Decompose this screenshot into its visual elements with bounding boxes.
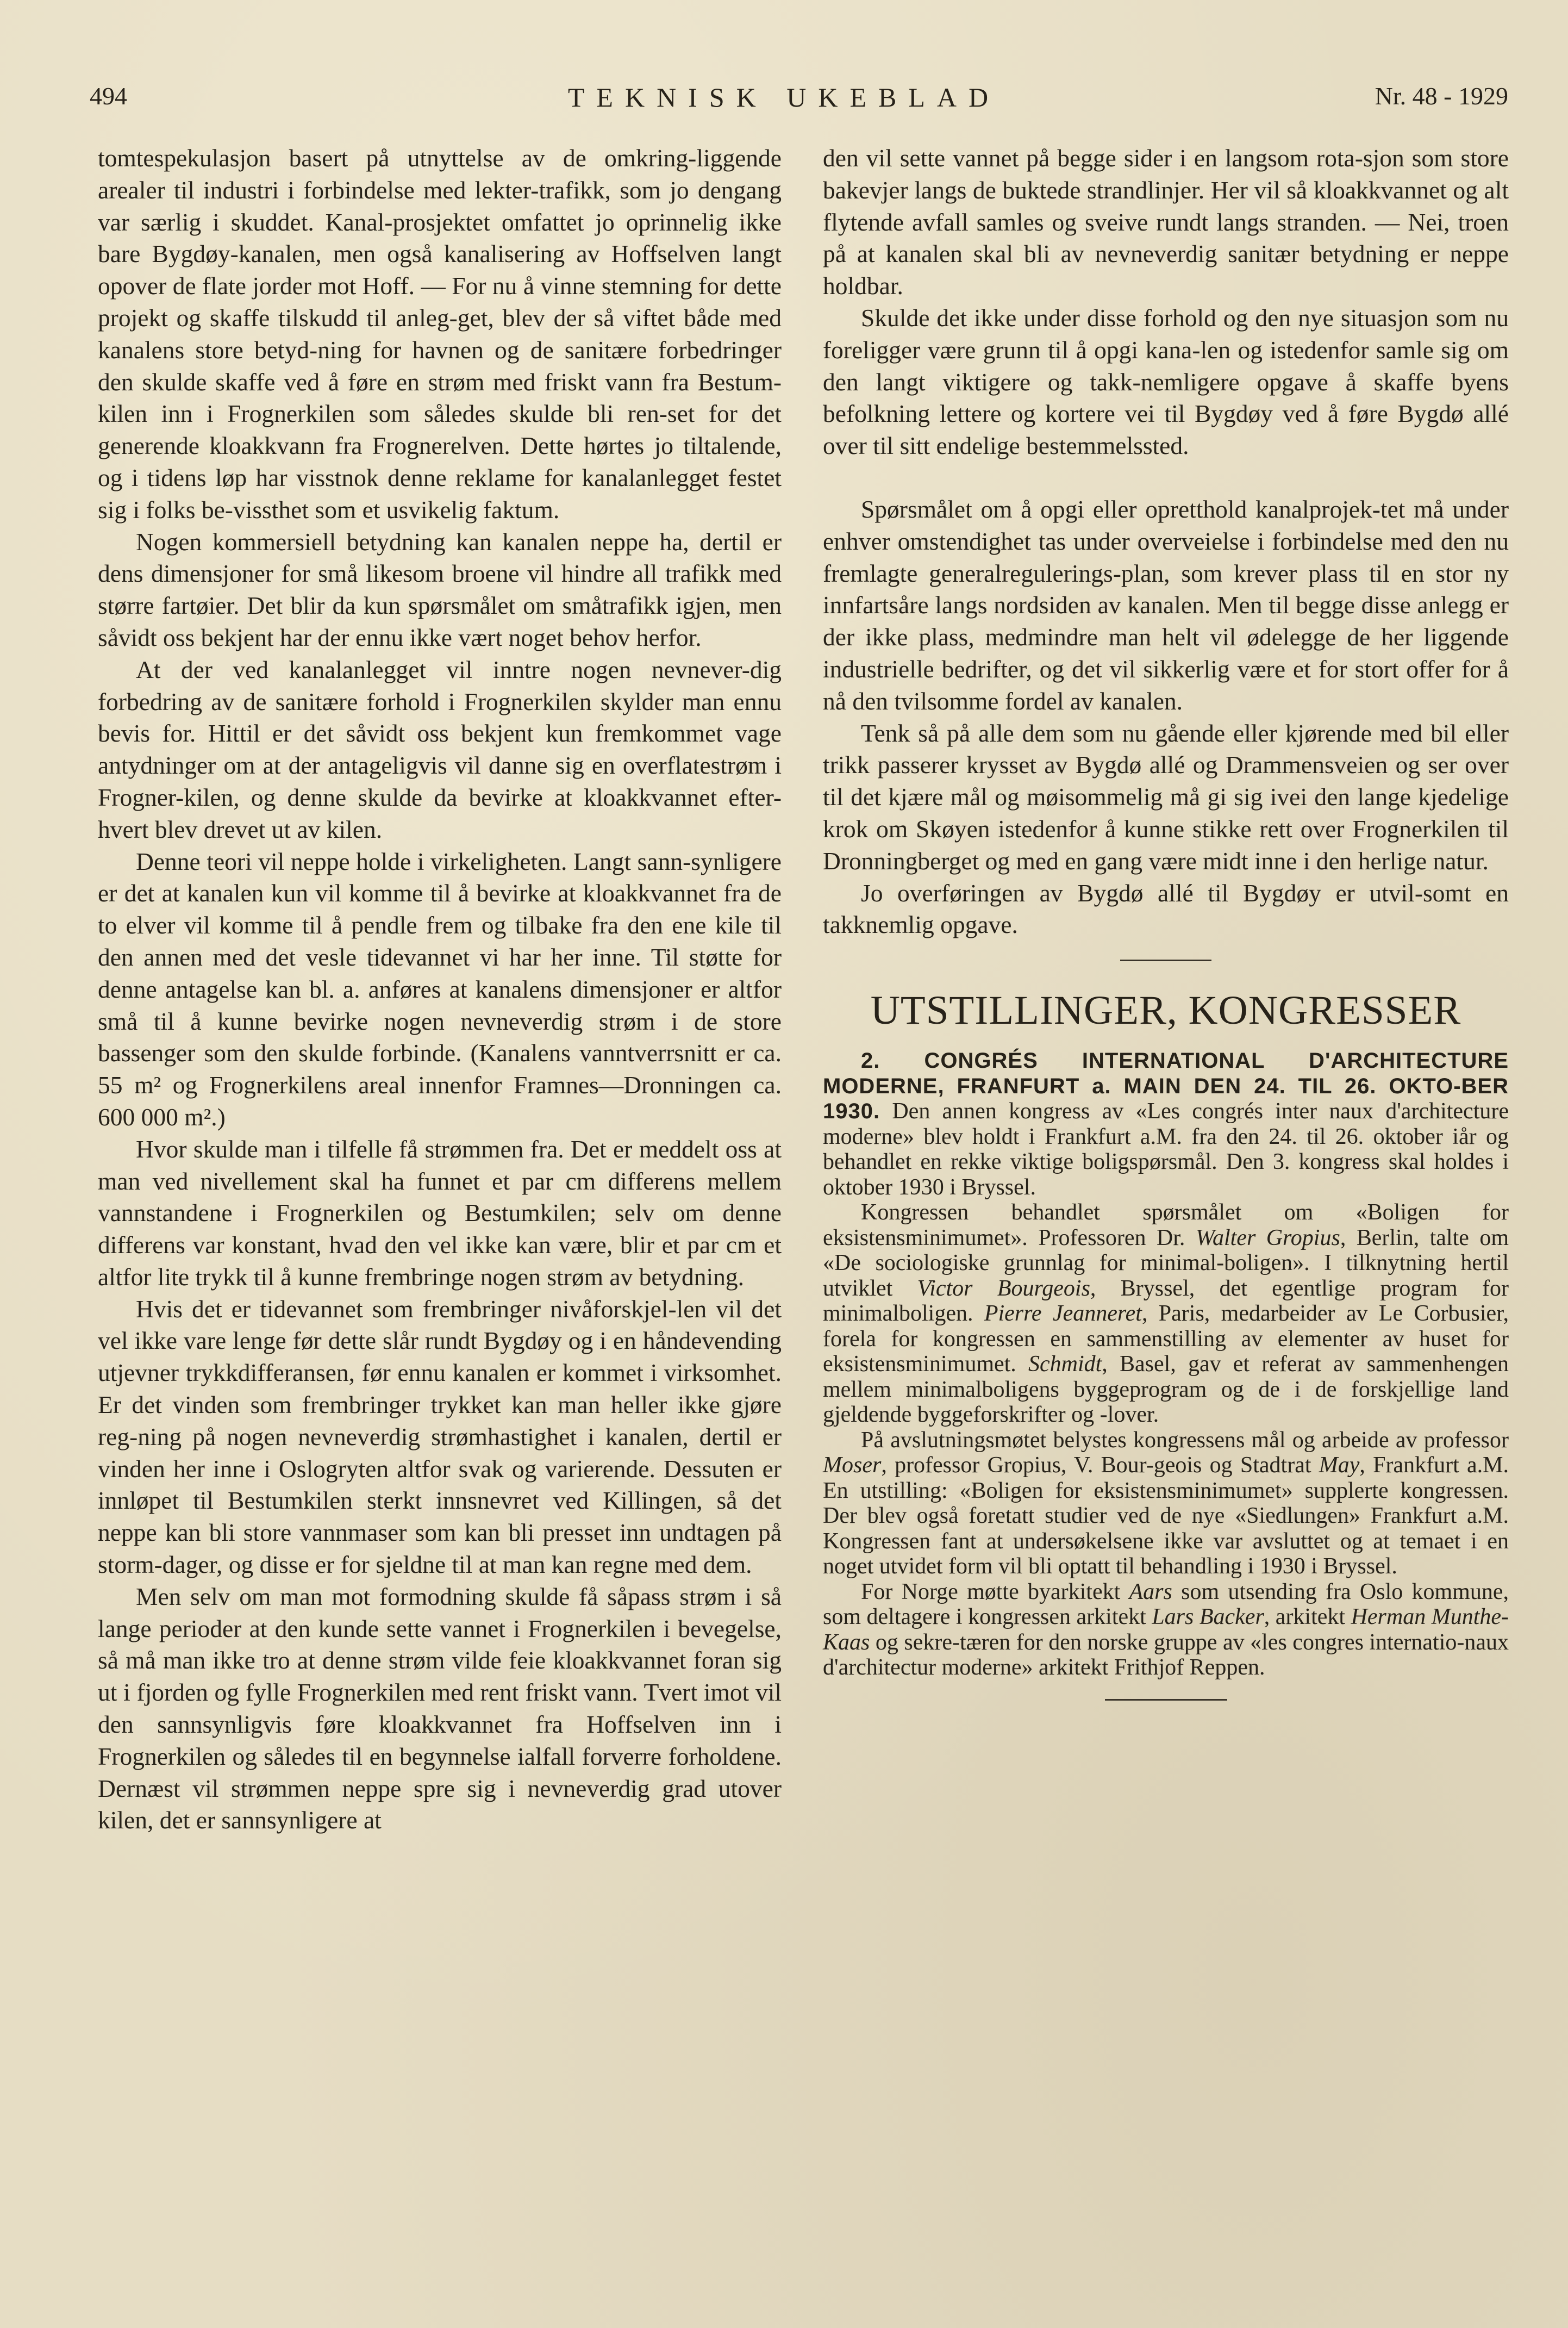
- text-run: , Basel, gav et referat av sammenhengen mellem minimalboligens byggeprogram og de i de forskjellige land gjeldende byggeforskrifter og -lover.: [823, 1352, 1509, 1428]
- right-column: [823, 142, 1509, 1701]
- paragraph: Tenk så på alle dem som nu gående eller kjørende med bil eller trikk passerer krysset av Bygdø allé og Drammensveien og ser over til det kjære mål og møisommelig må gi sig ivei den lange kjedelige krok om Skøyen istedenfor å kunne stikke rett over Frognerkilen til Dronningberget og med en gang være midt inne i den herlige natur.: [823, 719, 1509, 875]
- page-number: 494: [90, 82, 127, 110]
- paragraph: den vil sette vannet på begge sider i en langsom rota-sjon som store bakevjer langs de buktede strandlinjer. Her vil så kloakkvannet og alt flytende avfall samles og sveive rundt langs stranden. — Nei, troen på at kanalen skal bli av nevneverdig sanitær betydning er neppe holdbar.: [823, 144, 1509, 300]
- person-name: Schmidt: [1028, 1352, 1102, 1377]
- text-run: , Paris, medarbeider av Le Corbusier, forela for kongressen en sammenstilling av elementer av huset for eksistensminimumet.: [823, 1301, 1509, 1377]
- paragraph: tomtespekulasjon basert på utnyttelse av de omkring-liggende arealer til industri i forbindelse med lekter-trafikk, som jo dengang var særlig i skuddet. Kanal-prosjektet omfattet jo oprinnelig ikke bare Bygdøy-kanalen, men også kanalisering av Hoffselven langt opover de flate jorder mot Hoff. — For nu å vinne stemning for dette projekt og skaffe tilskudd til anleg-get, blev der så viftet både med kanalens store betyd-ning for havnen og de sanitære forbedringer den skulde skaffe ved å føre en strøm med friskt vann fra Bestum-kilen inn i Frognerkilen som således skulde bli ren-set for det generende kloakkvann fra Frognerelven. Dette hørtes jo tiltalende, og i tidens løp har visstnok denne reklame for kanalanlegget festet sig i folks be-vissthet som et usvikelig faktum.: [98, 144, 782, 524]
- paragraph: Spørsmålet om å opgi eller opretthold kanalprojek-tet må under enhver omstendighet tas under overveielse i forbindelse med den nu fremlagte generalregulerings-plan, som krever plass til en stor ny innfartsåre langs nordsiden av kanalen. Men til begge disse anlegg er der ikke plass, medmindre man helt vil ødelegge de her liggende industrielle bedrifter, og det vil sikkerlig være et for stort offer for å nå den tvilsomme fordel av kanalen.: [823, 495, 1509, 715]
- person-name: Moser: [823, 1453, 882, 1478]
- text-run: som utsending fra Oslo kommune, som deltagere i kongressen arkitekt: [823, 1579, 1509, 1630]
- paragraph: Denne teori vil neppe holde i virkeligheten. Langt sann-synligere er det at kanalen kun vil komme til å bevirke at kloakkvannet fra de to elver vil komme til å pendle frem og tilbake fra den ene kile til den annen med det vesle tidevannet vi har her inne. Til støtte for denne antagelse kan bl. a. anføres at kanalens dimensjoner er altfor små til å kunne bevirke nogen nevneverdig strøm i de store bassenger som den skulde forbinde. (Kanalens vanntverrsnitt er ca. 55 m² og Frognerkilens areal innenfor Framnes—Dronningen ca. 600 000 m².): [98, 847, 782, 1131]
- rich-paragraph: [823, 1200, 1509, 1428]
- paragraph: Hvis det er tidevannet som frembringer nivåforskjel-len vil det vel ikke vare lenge før dette slår rundt Bygdøy og i en håndevending utjevner trykkdifferansen, før ennu kanalen er kommet i virksomhet. Er det vinden som frembringer trykket kan man heller ikke gjøre reg-ning på nogen nevneverdig strømhastighet i kanalen, dertil er vinden her inne i Oslogryten altfor svak og varierende. Dessuten er innløpet til Bestumkilen sterkt innsnevret ved Killingen, så det neppe kan bli store vannmaser som kan bli presset inn undtagen på storm-dager, og disse er for sjeldne til at man kan regne med dem.: [98, 1294, 782, 1579]
- left-column: [98, 142, 782, 1837]
- rich-paragraph: [823, 1579, 1509, 1680]
- text-run: , professor Gropius, V. Bour-geois og Stadtrat: [881, 1453, 1319, 1478]
- congress-article: [823, 1048, 1509, 1680]
- paragraph: Men selv om man mot formodning skulde få såpass strøm i så lange perioder at den kunde sette vannet i Frognerkilen i bevegelse, så må man ikke tro at denne strøm vilde feie kloakkvannet foran sig ut i fjorden og fylle Frognerkilen med rent friskt vann. Tvert imot vil den sannsynligvis føre kloakkvannet fra Hoffselven inn i Frognerkilen og således til en begynnelse ialfall forverre forholdene. Dernæst vil strømmen neppe spre sig i nevneverdig grad utover kilen, det er sannsynligere at: [98, 1582, 782, 1834]
- text-run: Kongressen behandlet spørsmålet om «Boligen for eksistensminimumet». Professoren Dr.: [823, 1200, 1509, 1250]
- paragraph: Skulde det ikke under disse forhold og den nye situasjon som nu foreligger være grunn til å opgi kana-len og istedenfor samle sig om den langt viktigere og takk-nemligere opgave å skaffe byens befolkning lettere og kortere vei til Bygdøy ved å føre Bygdø allé over til sitt endelige bestemmelssted.: [823, 303, 1509, 460]
- text-run: , Frankfurt a.M. En utstilling: «Boligen for eksistensminimumet» supplerte kongressen. Der blev også foretatt studier ved de nye «Siedlungen» Frankfurt a.M. Kongressen fant at undersøkelsene ikke var avsluttet og at temaet i en noget utvidet form vil bli optatt til behandling i 1930 i Bryssel.: [823, 1453, 1509, 1579]
- rich-paragraph: [823, 1428, 1509, 1579]
- text-run: og sekre-tæren for den norske gruppe av «les congres internatio-naux d'architectur moderne» arkitekt Frithjof Reppen.: [823, 1629, 1509, 1680]
- text-run: , arkitekt: [1264, 1604, 1351, 1630]
- journal-title: TEKNISK UKEBLAD: [567, 82, 1001, 113]
- person-name: Victor Bourgeois: [917, 1275, 1090, 1301]
- text-run: , Bryssel, det egentlige program for minimalboligen.: [823, 1275, 1509, 1327]
- article-lead-paragraph: [823, 1048, 1509, 1200]
- section-title: UTSTILLINGER, KONGRESSER: [870, 988, 1461, 1034]
- person-name: Walter Gropius: [1195, 1225, 1340, 1250]
- end-divider: [1105, 1699, 1227, 1701]
- issue-number: Nr. 48 - 1929: [1375, 82, 1508, 110]
- paragraph-gap: [823, 462, 1509, 494]
- text-run: På avslutningsmøtet belystes kongressens mål og arbeide av professor: [861, 1427, 1509, 1453]
- paragraph: Jo overføringen av Bygdø allé til Bygdøy er utvil-somt en takknemlig opgave.: [823, 879, 1509, 939]
- person-name: Lars Backer: [1152, 1604, 1264, 1630]
- paragraph: Nogen kommersiell betydning kan kanalen neppe ha, dertil er dens dimensjoner for små likesom broene vil hindre all trafikk med større fartøier. Det blir da kun spørsmålet om småtrafikk igjen, men såvidt oss bekjent har der ennu ikke vært noget behov herfor.: [98, 527, 782, 651]
- section-divider: [1120, 960, 1211, 961]
- person-name: Herman Munthe-Kaas: [823, 1604, 1509, 1655]
- person-name: Pierre Jeanneret: [984, 1301, 1142, 1327]
- person-name: May: [1319, 1453, 1360, 1478]
- person-name: Aars: [1129, 1579, 1172, 1604]
- paragraph: Hvor skulde man i tilfelle få strømmen fra. Det er meddelt oss at man ved nivellement skal ha funnet et par cm differens mellem vannstandene i Frognerkilen og Bestumkilen; selv om denne differens var konstant, hvad den vel ikke kan være, blir et par cm et altfor lite trykk til å kunne frembringe nogen strøm av betydning.: [98, 1135, 782, 1291]
- paragraph: At der ved kanalanlegget vil inntre nogen nevnever-dig forbedring av de sanitære forhold i Frognerkilen skylder man ennu bevis for. Hittil er det såvidt oss bekjent kun fremkommet vage antydninger om at der antageligvis vil danne sig en overflatestrøm i Frogner-kilen, og denne skulde da bevirke at kloakkvannet efter-hvert blev drevet ut av kilen.: [98, 655, 782, 843]
- text-run: For Norge møtte byarkitekt: [861, 1579, 1129, 1604]
- text-run: , Berlin, talte om «De sociologiske grunnlag for minimal-boligen». I tilknytning hertil utviklet: [823, 1225, 1509, 1301]
- page-header: [0, 82, 1568, 120]
- article-lead: Den annen kongress av «Les congrés inter naux d'architecture moderne» blev holdt i Frankfurt a.M. fra den 24. til 26. oktober iår og behandlet en rekke viktige boligspørsmål. Den 3. kongress skal holdes i oktober 1930 i Bryssel.: [823, 1099, 1509, 1200]
- article-heading: 2. CONGRÉS INTERNATIONAL D'ARCHITECTURE MODERNE, FRANFURT a. MAIN DEN 24. TIL 26. OKTO-BER 1930.: [823, 1049, 1509, 1124]
